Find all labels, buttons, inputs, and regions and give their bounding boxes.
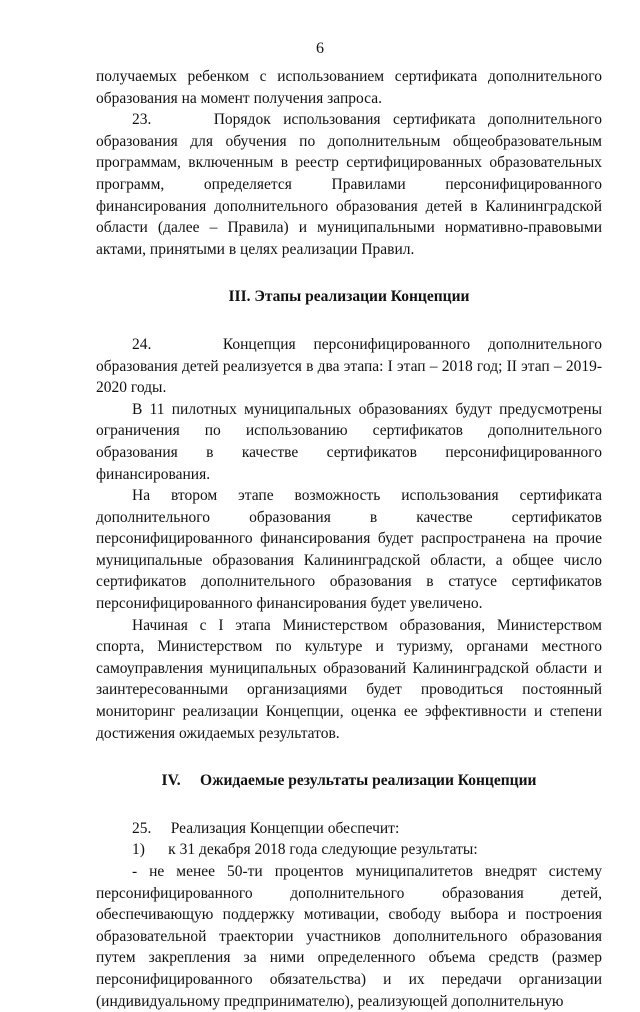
section-3-heading: III. Этапы реализации Концепции <box>228 288 470 306</box>
paragraph-24: 24. Концепция персонифицированного дополнительного образования детей реализуется в два этапа: I этап – 2018 год; II этап – 2019-2020 годы. <box>96 335 602 397</box>
section-4-heading: IV. Ожидаемые результаты реализации Концепции <box>161 772 537 790</box>
paragraph-24-pilot: В 11 пилотных муниципальных образованиях будут предусмотрены ограничения по использованию сертификатов дополнительного образования в качестве сертификатов персонифицированного финансирования. <box>96 400 602 483</box>
paragraph-25-item-1: 1) к 31 декабря 2018 года следующие результаты: <box>132 841 478 859</box>
paragraph-24-monitoring: Начиная с I этапа Министерством образования, Министерством спорта, Министерством по культуре и туризму, органами местного самоуправления муниципальных образований Калининградской области и заинтересованными организациями будет проводиться постоянный мониторинг реализации Концепции, оценка ее эффективности и степени достижения ожидаемых результатов. <box>96 616 602 742</box>
paragraph-24-second-stage: На втором этапе возможность использования сертификата дополнительного образования в качестве сертификатов персонифицированного финансирования будет распространена на прочие муниципальные образования Калининградской области, а общее число сертификатов дополнительного образования в статусе сертификатов персонифицированного финансирования будет увеличено. <box>96 487 602 613</box>
paragraph-25-bullet: - не менее 50-ти процентов муниципалитетов внедрят систему персонифицированного дополнительного образования детей, обеспечивающую поддержку мотивации, свободу выбора и построения образовательной траектории участников дополнительного образования путем закрепления за ними определенного объема средств (размер персонифицированного обязательства) и их передачи организации (индивидуальному предпринимателю), реализующей дополнительную <box>96 863 602 1010</box>
paragraph-23: 23. Порядок использования сертификата дополнительного образования для обучения по дополнительным общеобразовательным программам, включенным в реестр сертифицированных образовательных программ, определяется Правилами персонифицированного финансирования дополнительного образования детей в Калининградской области (далее – Правила) и муниципальными нормативно-правовыми актами, принятыми в целях реализации Правил. <box>96 111 602 258</box>
paragraph-continuation: получаемых ребенком с использованием сертификата дополнительного образования на момент получения запроса. <box>96 68 602 107</box>
page-number: 6 <box>316 40 324 57</box>
paragraph-25: 25. Реализация Концепции обеспечит: <box>132 819 400 837</box>
document-body <box>96 66 602 1012</box>
